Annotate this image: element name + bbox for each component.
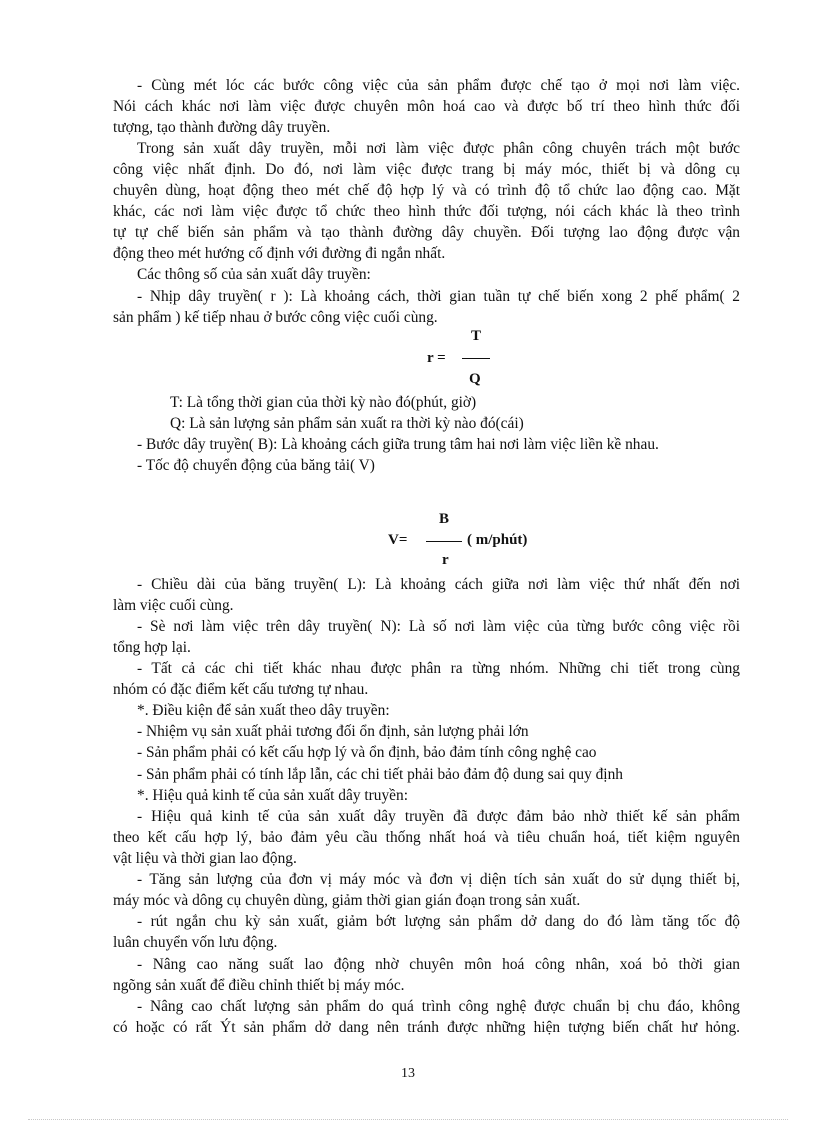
list-item: - Sản phẩm phải có tính lắp lẫn, các chi tiết phải bảo đảm độ dung sai quy định (137, 766, 623, 783)
definition-line: Q: Là sản lượng sản phẩm sản xuất ra thời kỳ nào đó(cái) (170, 415, 524, 432)
paragraph-line: - Cùng mét lóc các bước công việc của sản phẩm được chế tạo ở mọi nơi làm việc. (137, 77, 740, 94)
paragraph-line: có hoặc có rất Ýt sản phẩm dở dang nên tránh được những hiện tượng biến chất hư hỏng. (113, 1019, 740, 1036)
paragraph-line: ngõng sản xuất để điều chỉnh thiết bị máy móc. (113, 977, 405, 994)
formula-v-numerator: B (439, 511, 450, 527)
fraction-bar (426, 541, 462, 542)
paragraph-line: theo kết cấu hợp lý, bảo đảm yêu cầu thống nhất hoá và tiêu chuẩn hoá, tiết kiệm nguyên (113, 829, 740, 846)
paragraph-line: làm việc cuối cùng. (113, 597, 234, 614)
paragraph-line: - rút ngắn chu kỳ sản xuất, giảm bớt lượng sản phẩm dở dang do đó làm tăng tốc độ (137, 913, 740, 930)
paragraph-line: động theo mét hướng cố định với đường đi ngắn nhất. (113, 245, 446, 262)
page-bottom-divider (28, 1119, 788, 1120)
paragraph-line: - Nâng cao chất lượng sản phẩm do quá trình công nghệ được chuẩn bị chu đáo, không (137, 998, 740, 1015)
paragraph-line: tự tự chế biến sản phẩm và tạo thành đường dây chuyền. Đối tượng lao động được vận (113, 224, 740, 241)
fraction-bar (462, 358, 490, 359)
paragraph-line: - Tăng sản lượng của đơn vị máy móc và đơn vị diện tích sản xuất do sử dụng thiết bị, (137, 871, 740, 888)
page-number: 13 (401, 1066, 415, 1081)
section-heading: *. Điều kiện để sản xuất theo dây truyền: (137, 702, 390, 719)
list-item: - Sản phẩm phải có kết cấu hợp lý và ổn định, bảo đảm tính công nghệ cao (137, 744, 597, 761)
paragraph-line: - Tốc độ chuyển động của băng tải( V) (137, 457, 375, 474)
definition-line: T: Là tổng thời gian của thời kỳ nào đó(phút, giờ) (170, 394, 477, 411)
paragraph-line: - Chiều dài của băng truyền( L): Là khoảng cách giữa nơi làm việc thứ nhất đến nơi (137, 576, 740, 593)
paragraph-line: sản phẩm ) kế tiếp nhau ở bước công việc cuối cùng. (113, 309, 438, 326)
paragraph-line: khác, các nơi làm việc được tổ chức theo hình thức đối tượng, nói cách khác là theo trình (113, 203, 740, 220)
paragraph-line: - Nâng cao năng suất lao động nhờ chuyên môn hoá công nhân, xoá bỏ thời gian (137, 956, 740, 973)
paragraph-line: - Nhịp dây truyền( r ): Là khoảng cách, thời gian tuần tự chế biến xong 2 phế phẩm( 2 (137, 288, 740, 305)
paragraph-line: công việc nhất định. Do đó, nơi làm việc được trang bị máy móc, thiết bị và dông cụ (113, 161, 740, 178)
list-item: - Nhiệm vụ sản xuất phải tương đối ổn định, sản lượng phải lớn (137, 723, 529, 740)
paragraph-line: vật liệu và thời gian lao động. (113, 850, 297, 867)
paragraph-line: Trong sản xuất dây truyền, mỗi nơi làm việc được phân công chuyên trách một bước (137, 140, 740, 157)
paragraph-line: - Bước dây truyền( B): Là khoảng cách giữa trung tâm hai nơi làm việc liền kề nhau. (137, 436, 659, 453)
formula-r-denominator: Q (469, 371, 481, 387)
formula-v-unit: ( m/phút) (467, 532, 528, 548)
formula-r-lhs: r = (427, 350, 446, 366)
paragraph-line: tổng hợp lại. (113, 639, 191, 656)
paragraph-line: tượng, tạo thành đường dây truyền. (113, 119, 331, 136)
paragraph-line: Nói cách khác nơi làm việc được chuyên môn hoá cao và được bố trí theo hình thức đối (113, 98, 740, 115)
paragraph-line: nhóm có đặc điểm kết cấu tương tự nhau. (113, 681, 369, 698)
paragraph-line: luân chuyển vốn lưu động. (113, 934, 278, 951)
formula-r-numerator: T (471, 328, 482, 344)
formula-v-lhs: V= (388, 532, 408, 548)
paragraph-line: máy móc và dông cụ chuyên dùng, giảm thời gian gián đoạn trong sản xuất. (113, 892, 581, 909)
formula-v-denominator: r (442, 552, 449, 568)
paragraph-line: chuyên dùng, hoạt động theo mét chế độ hợp lý và có trình độ tổ chức lao động cao. Mặt (113, 182, 740, 199)
paragraph-line: - Tất cả các chi tiết khác nhau được phân ra từng nhóm. Những chi tiết trong cùng (137, 660, 740, 677)
paragraph-line: - Hiệu quả kinh tế của sản xuất dây truyền đã được đảm bảo nhờ thiết kế sản phẩm (137, 808, 740, 825)
section-heading: *. Hiệu quả kinh tế của sản xuất dây truyền: (137, 787, 408, 804)
paragraph-line: - Sè nơi làm việc trên dây truyền( N): Là số nơi làm việc của từng bước công việc rồi (137, 618, 740, 635)
section-label: Các thông số của sản xuất dây truyền: (137, 266, 371, 283)
